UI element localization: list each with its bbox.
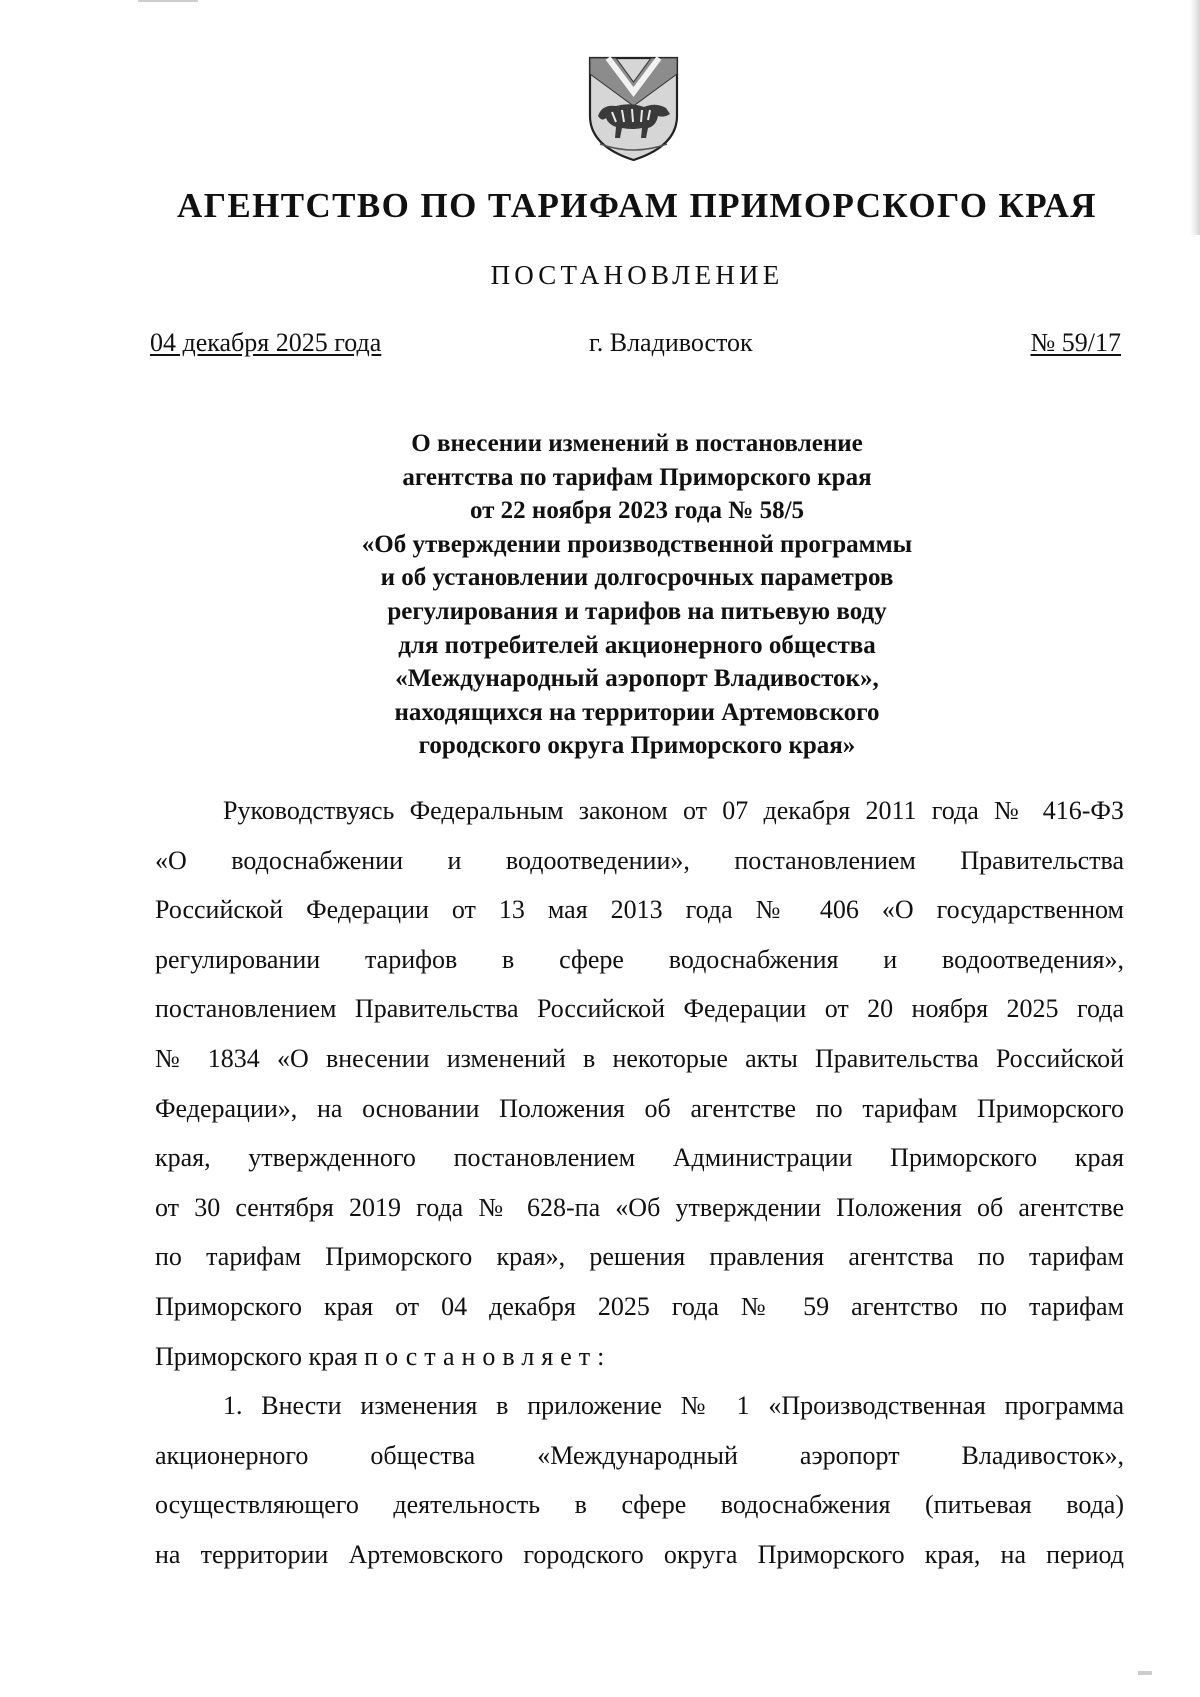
document-date: 04 декабря 2025 года [150, 328, 382, 357]
subject-line: «Международный аэропорт Владивосток», [395, 665, 879, 693]
subject-line: и об установлении долгосрочных параметров [380, 564, 894, 592]
body-line: Приморского края от 04 декабря 2025 года № 59 агентство по тарифам [155, 1291, 1124, 1321]
body-line [155, 1332, 1124, 1382]
body-line: Руководствуясь Федеральным законом от 07 декабря 2011 года № 416-ФЗ [223, 796, 1124, 825]
body-line: № 1834 «О внесении изменений в некоторые акты Правительства Российской [155, 1043, 1124, 1073]
document-type: ПОСТАНОВЛЕНИЕ [490, 260, 784, 290]
agency-title: АГЕНТСТВО ПО ТАРИФАМ ПРИМОРСКОГО КРАЯ [177, 186, 1097, 225]
subject-line: агентства по тарифам Приморского края [402, 463, 872, 491]
body-line: осуществляющего деятельность в сфере водоснабжения (питьевая вода) [155, 1490, 1124, 1520]
body-line: на территории Артемовского городского округа Приморского края, на период [155, 1539, 1124, 1569]
scan-artifact [1138, 1671, 1152, 1675]
body-line: постановлением Правительства Российской Федерации от 20 ноября 2025 года [155, 994, 1124, 1024]
scan-artifact [138, 0, 198, 2]
body-line: Российской Федерации от 13 мая 2013 года № 406 «О государственном [155, 895, 1124, 925]
body-line: от 30 сентября 2019 года № 628-па «Об утверждении Положения об агентстве [155, 1192, 1124, 1222]
subject-line: находящихся на территории Артемовского [394, 698, 880, 726]
subject-line: городского округа Приморского края» [418, 732, 856, 760]
document-subject [0, 427, 1200, 763]
subject-line: регулирования и тарифов на питьевую воду [387, 597, 887, 625]
subject-line: «Об утверждении производственной программы [361, 530, 913, 558]
body-line-text: Приморского края [155, 1341, 358, 1371]
subject-line: для потребителей акционерного общества [398, 631, 876, 659]
document-body [155, 786, 1124, 1580]
body-line: края, утвержденного постановлением Администрации Приморского края [155, 1143, 1124, 1173]
body-line: 1. Внести изменения в приложение № 1 «Производственная программа [223, 1391, 1124, 1421]
document-city: г. Владивосток [589, 328, 753, 357]
body-line: регулировании тарифов в сфере водоснабжения и водоотведения», [155, 944, 1124, 974]
subject-line: от 22 ноября 2023 года № 58/5 [469, 497, 805, 525]
resolution-word: постановляет: [364, 1341, 612, 1371]
body-line: Федерации», на основании Положения об агентстве по тарифам Приморского [155, 1093, 1124, 1123]
document-number: № 59/17 [1030, 328, 1121, 357]
body-line: «О водоснабжении и водоотведении», постановлением Правительства [155, 845, 1124, 875]
subject-line: О внесении изменений в постановление [411, 430, 863, 457]
body-line: по тарифам Приморского края», решения правления агентства по тарифам [155, 1242, 1124, 1272]
coat-of-arms-icon [586, 52, 681, 164]
body-line: акционерного общества «Международный аэропорт Владивосток», [155, 1440, 1124, 1470]
